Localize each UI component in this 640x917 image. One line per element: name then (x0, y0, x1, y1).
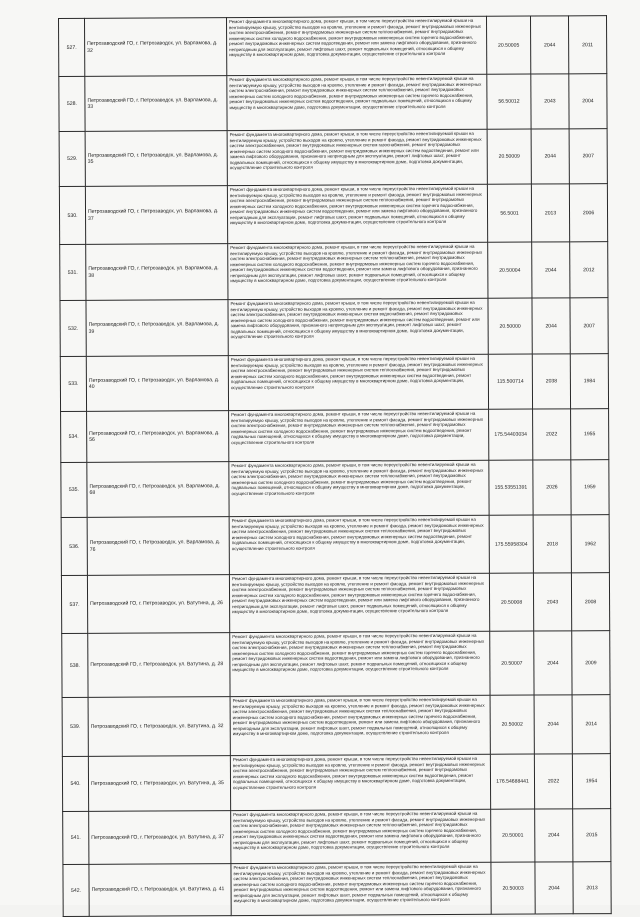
row-address: Петрозаводский ГО, г. Петрозаводск, ул. Ватутина, д. 32 (88, 697, 230, 757)
row-address: Петрозаводский ГО, г. Петрозаводск, ул. Варламова, д. 32 (85, 18, 227, 77)
row-year-built: 2009 (572, 631, 610, 695)
row-year-built: 2008 (571, 573, 609, 631)
row-year-planned: 2044 (532, 242, 570, 298)
row-year-planned: 2013 (531, 184, 569, 242)
row-year-planned: 2044 (534, 695, 572, 754)
row-year-built: 2004 (569, 74, 607, 129)
row-cost: 20.50004 (488, 242, 532, 298)
row-cost: 175.54403034 (489, 409, 533, 460)
row-address: Петрозаводский ГО, г. Петрозаводск, ул. Варламова, д. 33 (85, 76, 227, 132)
row-number: 527. (59, 18, 85, 76)
row-works-description: Ремонт фундамента многоквартирного дома, ремонт крыши, в том числе переустройство невентилируемой крыши на вентилируемую крышу, устройство выходов на кровлю, утепление и ремонт фасада, ремонт внутридомовых инженерных систем электроснабжения, ремонт внутридомовых инженерных систем теплоснабжения, ремонт внутридомовых инженерных систем холодного водоснабжения, ремонт внутридомовых инженерных систем водоотведения, ремонт подвальных помещений, относящихся к общему имуществу в многоквартирном доме, подготовка документации, осуществление строительного контроля (230, 754, 490, 810)
row-year-built: 1954 (572, 754, 610, 809)
row-cost: 175.55958304 (489, 515, 533, 573)
table-row (63, 862, 611, 917)
row-address: Петрозаводский ГО, г. Петрозаводск, ул. Ватутина, д. 26 (87, 575, 229, 634)
row-cost: 20.50003 (491, 862, 535, 914)
row-number: 531. (60, 244, 86, 300)
row-number: 537. (61, 575, 87, 633)
table-row (59, 16, 607, 77)
row-cost: 20.50001 (491, 809, 535, 862)
row-number: 529. (59, 131, 85, 186)
row-works-description: Ремонт фундамента многоквартирного дома, ремонт крыши, в том числе переустройство невентилируемой крыши на вентилируемую крышу, устройство выходов на кровлю, утепление и ремонт фасада, ремонт внутридомовых инженерных систем электроснабжения, ремонт внутридомовых инженерных систем теплоснабжения, ремонт внутридомовых инженерных систем холодного водоснабжения, ремонт внутридомовых инженерных систем горячего водоснабжения, ремонт внутридомовых инженерных систем водоотведения, ремонт или замена лифтового оборудования, признанного непригодным для эксплуатации, ремонт лифтовых шахт, ремонт подвальных помещений, относящихся к общему имуществу в многоквартирном доме, подготовка документации, осуществление строительного контроля (227, 16, 487, 75)
row-number: 540. (62, 756, 88, 811)
row-works-description: Ремонт фундамента многоквартирного дома, ремонт крыши, в том числе переустройство невентилируемой крыши на вентилируемую крышу, устройство выходов на кровлю, утепление и ремонт фасада, ремонт внутридомовых инженерных систем электроснабжения, ремонт внутридомовых инженерных систем теплоснабжения, ремонт внутридомовых инженерных систем холодного водоснабжения, ремонт внутридомовых инженерных систем горячего водоснабжения, ремонт внутридомовых инженерных систем водоотведения, ремонт или замена лифтового оборудования, признанного непригодным для эксплуатации, ремонт лифтовых шахт, ремонт подвальных помещений, относящихся к общему имуществу в многоквартирном доме, подготовка документации, осуществление строительного контроля (230, 631, 490, 696)
row-works-description: Ремонт фундамента многоквартирного дома, ремонт крыши, в том числе переустройство невентилируемой крыши на вентилируемую крышу, устройство выходов на кровлю, утепление и ремонт фасада, ремонт внутридомовых инженерных систем электроснабжения, ремонт внутридомовых инженерных систем теплоснабжения, ремонт внутридомовых инженерных систем холодного водоснабжения, ремонт внутридомовых инженерных систем горячего водоснабжения, ремонт внутридомовых инженерных систем водоотведения, ремонт или замена лифтового оборудования, признанного непригодным для эксплуатации, ремонт лифтовых шахт, ремонт подвальных помещений, относящихся к общему имуществу в многоквартирном доме, подготовка документации, осуществление строительного контроля (229, 573, 489, 632)
row-year-planned: 2044 (531, 129, 569, 184)
row-address: Петрозаводский ГО, г. Петрозаводск, ул. Варламова, д. 76 (87, 517, 229, 576)
row-cost: 115.500714 (488, 354, 532, 409)
row-address: Петрозаводский ГО, г. Петрозаводск, ул. Ватутина, д. 28 (88, 633, 230, 698)
table-row (61, 573, 609, 634)
row-year-planned: 2022 (534, 754, 572, 809)
row-address: Петрозаводский ГО, г. Петрозаводск, ул. Варламова, д. 37 (85, 186, 227, 245)
row-works-description: Ремонт фундамента многоквартирного дома, ремонт крыши, в том числе переустройство невентилируемой крыши на вентилируемую крышу, устройство выходов на кровлю, утепление и ремонт фасада, ремонт внутридомовых инженерных систем электроснабжения, ремонт внутридомовых инженерных систем теплоснабжения, ремонт внутридомовых инженерных систем холодного водоснабжения, ремонт внутридомовых инженерных систем горячего водоснабжения, ремонт внутридомовых инженерных систем водоотведения, ремонт или замена лифтового оборудования, признанного непригодным для эксплуатации, ремонт лифтовых шахт, ремонт подвальных помещений, относящихся к общему имуществу в многоквартирном доме, подготовка документации, осуществление строительного контроля (230, 695, 490, 755)
table-row (59, 74, 607, 132)
table-row (59, 129, 607, 187)
row-number: 536. (61, 517, 87, 575)
row-address: Петрозаводский ГО, г. Петрозаводск, ул. Варламова, д. 39 (86, 300, 228, 357)
table-row (61, 409, 609, 463)
row-year-built: 1955 (571, 409, 609, 460)
row-year-built: 2015 (573, 809, 611, 862)
row-cost: 20.50002 (490, 695, 534, 754)
row-year-planned: 2026 (533, 460, 571, 515)
house-repair-table (58, 15, 612, 917)
row-works-description: Ремонт фундамента многоквартирного дома, ремонт крыши, в том числе переустройство невентилируемой крыши на вентилируемую крышу, устройство выходов на кровлю, утепление и ремонт фасада, ремонт внутридомовых инженерных систем электроснабжения, ремонт внутридомовых инженерных систем газоснабжения, ремонт внутридомовых инженерных систем холодного водоснабжения, ремонт внутридомовых инженерных систем водоотведения, ремонт или замена лифтового оборудования, признанного непригодным для эксплуатации, ремонт лифтовых шахт, ремонт подвальных помещений, относящихся к общему имуществу в многоквартирном доме, подготовка документации, осуществление строительного контроля (227, 129, 487, 185)
row-address: Петрозаводский ГО, г. Петрозаводск, ул. Варламова, д. 68 (87, 462, 229, 518)
row-year-planned: 2043 (531, 74, 569, 129)
row-works-description: Ремонт фундамента многоквартирного дома, ремонт крыши, в том числе переустройство невентилируемой крыши на вентилируемую крышу, устройство выходов на кровлю, утепление и ремонт фасада, ремонт внутридомовых инженерных систем электроснабжения, ремонт внутридомовых инженерных систем теплоснабжения, ремонт внутридомовых инженерных систем холодного водоснабжения, ремонт внутридомовых инженерных систем водоотведения, ремонт подвальных помещений, относящихся к общему имуществу в многоквартирном доме, подготовка документации, осуществление строительного контроля (229, 409, 489, 461)
row-year-planned: 2038 (532, 354, 570, 409)
row-year-built: 2013 (573, 862, 611, 914)
row-works-description: Ремонт фундамента многоквартирного дома, ремонт крыши, в том числе переустройство невентилируемой крыши на вентилируемую крышу, устройство выходов на кровлю, утепление и ремонт фасада, ремонт внутридомовых инженерных систем электроснабжения, ремонт внутридомовых инженерных систем теплоснабжения, ремонт внутридомовых инженерных систем холодного водоснабжения, ремонт внутридомовых инженерных систем водоотведения, ремонт подвальных помещений, относящихся к общему имуществу в многоквартирном доме, подготовка документации, осуществление строительного контроля (228, 354, 488, 410)
row-year-built: 1984 (570, 354, 608, 409)
row-year-planned: 2043 (533, 573, 571, 631)
table-row (62, 754, 610, 812)
row-year-built: 2007 (569, 129, 607, 184)
row-cost: 155.53551391 (489, 460, 533, 515)
row-works-description: Ремонт фундамента многоквартирного дома, ремонт крыши, в том числе переустройство невентилируемой крыши на вентилируемую крышу, устройство выходов на кровлю, утепление и ремонт фасада, ремонт внутридомовых инженерных систем электроснабжения, ремонт внутридомовых инженерных систем теплоснабжения, ремонт внутридомовых инженерных систем холодного водоснабжения, ремонт внутридомовых инженерных систем горячего водоснабжения, ремонт внутридомовых инженерных систем водоотведения, ремонт подвальных помещений, относящихся к общему имуществу в многоквартирном доме, подготовка документации, осуществление строительного контроля (227, 74, 487, 130)
row-year-planned: 2044 (535, 809, 573, 862)
row-cost: 20.50009 (487, 129, 531, 184)
row-number: 539. (62, 697, 88, 756)
row-number: 535. (61, 462, 87, 517)
table-body (59, 16, 612, 917)
table-row (59, 184, 607, 245)
row-address: Петрозаводский ГО, г. Петрозаводск, ул. Ватутина, д. 35 (88, 756, 230, 812)
row-address: Петрозаводский ГО, г. Петрозаводск, ул. Варламова, д. 56 (87, 411, 229, 463)
table-row (63, 809, 611, 865)
row-address: Петрозаводский ГО, г. Петрозаводск, ул. Ватутина, д. 37 (89, 811, 231, 865)
row-number: 542. (63, 864, 89, 916)
row-number: 532. (60, 300, 86, 356)
row-cost: 20.50005 (486, 16, 530, 74)
row-cost: 176.54688441 (490, 754, 534, 809)
row-address: Петрозаводский ГО, г. Петрозаводск, ул. Варламова, д. 35 (85, 131, 227, 187)
row-year-planned: 2044 (530, 16, 568, 74)
row-cost: 20.50008 (489, 573, 533, 631)
row-number: 533. (60, 356, 86, 411)
row-year-built: 2014 (572, 695, 610, 754)
row-year-planned: 2044 (532, 298, 570, 354)
row-year-planned: 2044 (534, 631, 572, 695)
row-year-built: 2011 (568, 16, 606, 74)
row-year-built: 1962 (571, 515, 609, 573)
row-number: 534. (61, 411, 87, 462)
row-cost: 20.50000 (488, 298, 532, 354)
row-works-description: Ремонт фундамента многоквартирного дома, ремонт крыши, в том числе переустройство невентилируемой крыши на вентилируемую крышу, устройство выходов на кровлю, утепление и ремонт фасада, ремонт внутридомовых инженерных систем электроснабжения, ремонт внутридомовых инженерных систем теплоснабжения, ремонт внутридомовых инженерных систем холодного водоснабжения, ремонт внутридомовых инженерных систем горячего водоснабжения, ремонт внутридомовых инженерных систем водоотведения, ремонт или замена лифтового оборудования, признанного непригодным для эксплуатации, ремонт лифтовых шахт, ремонт подвальных помещений, относящихся к общему имуществу в многоквартирном доме, подготовка документации, осуществление строительного контроля (231, 809, 491, 863)
row-works-description: Ремонт фундамента многоквартирного дома, ремонт крыши, в том числе переустройство невентилируемой крыши на вентилируемую крышу, устройство выходов на кровлю, утепление и ремонт фасада, ремонт внутридомовых инженерных систем электроснабжения, ремонт внутридомовых инженерных систем теплоснабжения, ремонт внутридомовых инженерных систем холодного водоснабжения, ремонт внутридомовых инженерных систем горячего водоснабжения, ремонт внутридомовых инженерных систем водоотведения, ремонт или замена лифтового оборудования, признанного непригодным для эксплуатации, ремонт лифтовых шахт, ремонт подвальных помещений, относящихся к общему имуществу в многоквартирном доме, подготовка документации, осуществление строительного контроля (231, 862, 491, 915)
row-address: Петрозаводский ГО, г. Петрозаводск, ул. Варламова, д. 38 (86, 244, 228, 301)
row-number: 541. (63, 811, 89, 864)
row-number: 528. (59, 76, 85, 131)
row-number: 530. (59, 186, 85, 244)
row-works-description: Ремонт фундамента многоквартирного дома, ремонт крыши, в том числе переустройство невентилируемой крыши на вентилируемую крышу, устройство выходов на кровлю, утепление и ремонт фасада, ремонт внутридомовых инженерных систем электроснабжения, ремонт внутридомовых инженерных систем теплоснабжения, ремонт внутридомовых инженерных систем холодного водоснабжения, ремонт внутридомовых инженерных систем горячего водоснабжения, ремонт внутридомовых инженерных систем водоотведения, ремонт или замена лифтового оборудования, признанного непригодным для эксплуатации, ремонт лифтовых шахт, ремонт подвальных помещений, относящихся к общему имуществу в многоквартирном доме, подготовка документации, осуществление строительного контроля (227, 184, 487, 243)
row-year-planned: 2022 (533, 409, 571, 460)
row-year-built: 1959 (571, 460, 609, 515)
table-row (60, 298, 608, 357)
row-works-description: Ремонт фундамента многоквартирного дома, ремонт крыши, в том числе переустройство невентилируемой крыши на вентилируемую крышу, устройство выходов на кровлю, утепление и ремонт фасада, ремонт внутридомовых инженерных систем электроснабжения, ремонт внутридомовых инженерных систем теплоснабжения, ремонт внутридомовых инженерных систем холодного водоснабжения, ремонт внутридомовых инженерных систем водоотведения, ремонт подвальных помещений, относящихся к общему имуществу в многоквартирном доме, подготовка документации, осуществление строительного контроля (229, 460, 489, 516)
table-row (61, 460, 609, 518)
row-year-built: 2006 (569, 184, 607, 242)
row-works-description: Ремонт фундамента многоквартирного дома, ремонт крыши, в том числе переустройство невентилируемой крыши на вентилируемую крышу, устройство выходов на кровлю, утепление и ремонт фасада, ремонт внутридомовых инженерных систем электроснабжения, ремонт внутридомовых инженерных систем теплоснабжения, ремонт внутридомовых инженерных систем холодного водоснабжения, ремонт внутридомовых инженерных систем водоотведения, ремонт подвальных помещений, относящихся к общему имуществу в многоквартирном доме, подготовка документации, осуществление строительного контроля (229, 515, 489, 574)
table-row (61, 515, 609, 576)
row-address: Петрозаводский ГО, г. Петрозаводск, ул. Варламова, д. 40 (86, 356, 228, 412)
row-cost: 20.50007 (490, 631, 534, 695)
row-year-built: 2012 (570, 242, 608, 298)
table-row (62, 695, 610, 757)
row-cost: 56.5001 (487, 184, 531, 242)
table-row (60, 242, 608, 301)
row-number: 538. (62, 633, 88, 697)
row-year-planned: 2044 (535, 862, 573, 914)
row-year-planned: 2018 (533, 515, 571, 573)
row-works-description: Ремонт фундамента многоквартирного дома, ремонт крыши, в том числе переустройство невентилируемой крыши на вентилируемую крышу, устройство выходов на кровлю, утепление и ремонт фасада, ремонт внутридомовых инженерных систем электроснабжения, ремонт внутридомовых инженерных систем водоснабжения, ремонт внутридомовых инженерных систем холодного водоснабжения, ремонт внутридомовых инженерных систем водоотведения, ремонт или замена лифтового оборудования, признанного непригодным для эксплуатации, ремонт лифтовых шахт, ремонт подвальных помещений, относящихся к общему имуществу в многоквартирном доме, подготовка документации, осуществление строительного контроля (228, 298, 488, 355)
row-works-description: Ремонт фундамента многоквартирного дома, ремонт крыши, в том числе переустройство невентилируемой крыши на вентилируемую крышу, устройство выходов на кровлю, утепление и ремонт фасада, ремонт внутридомовых инженерных систем электроснабжения, ремонт внутридомовых инженерных систем теплоснабжения, ремонт внутридомовых инженерных систем холодного водоснабжения, ремонт внутридомовых инженерных систем горячего водоснабжения, ремонт внутридомовых инженерных систем водоотведения, ремонт или замена лифтового оборудования, признанного непригодным для эксплуатации, ремонт лифтовых шахт, ремонт подвальных помещений, относящихся к общему имуществу в многоквартирном доме, подготовка документации, осуществление строительного контроля (228, 242, 488, 299)
row-year-built: 2007 (570, 298, 608, 354)
row-address: Петрозаводский ГО, г. Петрозаводск, ул. Ватутина, д. 41 (89, 864, 231, 917)
table-row (60, 354, 608, 412)
row-cost: 56.50012 (487, 74, 531, 129)
table-row (62, 631, 610, 698)
